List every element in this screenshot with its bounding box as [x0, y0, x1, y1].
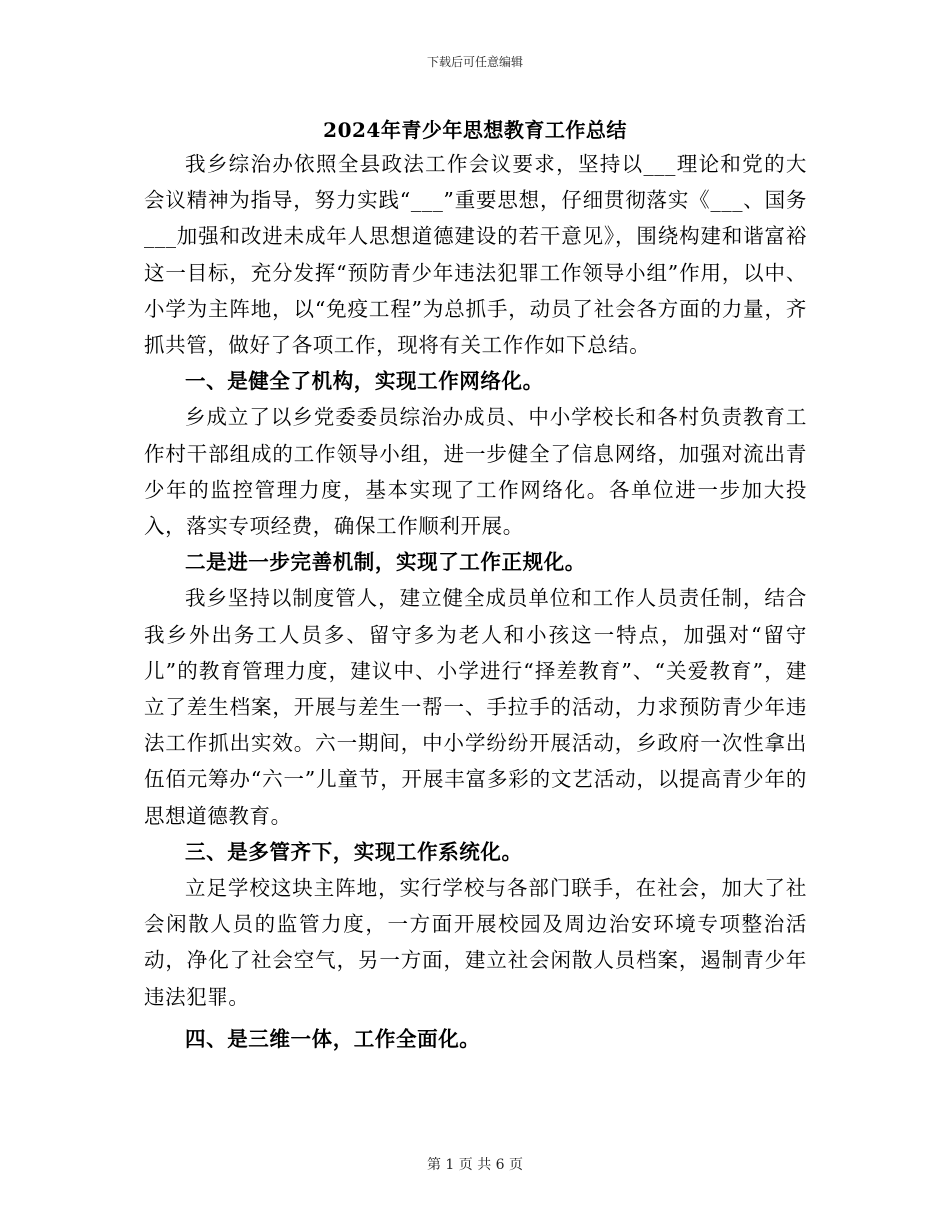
section-4-heading: 四、是三维一体，工作全面化。	[185, 1026, 481, 1051]
section-3-body: 立足学校这块主阵地，实行学校与各部门联手，在社会，加大了社会闲散人员的监管力度，一方面开展校园及周边治安环境专项整治活动，净化了社会空气，另一方面，建立社会闲散人员档案，遏制青少年违法犯罪。	[144, 876, 807, 1009]
document-body	[144, 146, 807, 1057]
section-2-heading: 二是进一步完善机制，实现了工作正规化。	[185, 550, 586, 575]
section-2-body: 我乡坚持以制度管人，建立健全成员单位和工作人员责任制，结合我乡外出务工人员多、留守多为老人和小孩这一特点，加强对“留守儿”的教育管理力度，建议中、小学进行“择差教育”、“关爱教育”，建立了差生档案，开展与差生一帮一、手拉手的活动，力求预防青少年违法工作抓出实效。六一期间，中小学纷纷开展活动，乡政府一次性拿出伍佰元筹办“六一”儿童节，开展丰富多彩的文艺活动，以提高青少年的思想道德教育。	[144, 586, 807, 828]
page-footer: 第 1 页 共 6 页	[426, 1157, 524, 1173]
section-1-body: 乡成立了以乡党委委员综治办成员、中小学校长和各村负责教育工作村干部组成的工作领导小组，进一步健全了信息网络，加强对流出青少年的监控管理力度，基本实现了工作网络化。各单位进一步加大投入，落实专项经费，确保工作顺利开展。	[144, 405, 807, 539]
intro-paragraph: 我乡综治办依照全县政法工作会议要求，坚持以___理论和党的大会议精神为指导，努力实践“___”重要思想，仔细贯彻落实《___、国务___加强和改进未成年人思想道德建设的若干意见》，围绕构建和谐富裕这一目标，充分发挥“预防青少年违法犯罪工作领导小组”作用，以中、小学为主阵地，以“免疫工程”为总抓手，动员了社会各方面的力量，齐抓共管，做好了各项工作，现将有关工作作如下总结。	[144, 152, 807, 358]
section-3-heading: 三、是多管齐下，实现工作系统化。	[185, 839, 523, 864]
document-title: 2024年青少年思想教育工作总结	[323, 118, 627, 142]
header-note: 下载后可任意编辑	[426, 55, 523, 69]
section-1-heading: 一、是健全了机构，实现工作网络化。	[185, 369, 544, 394]
